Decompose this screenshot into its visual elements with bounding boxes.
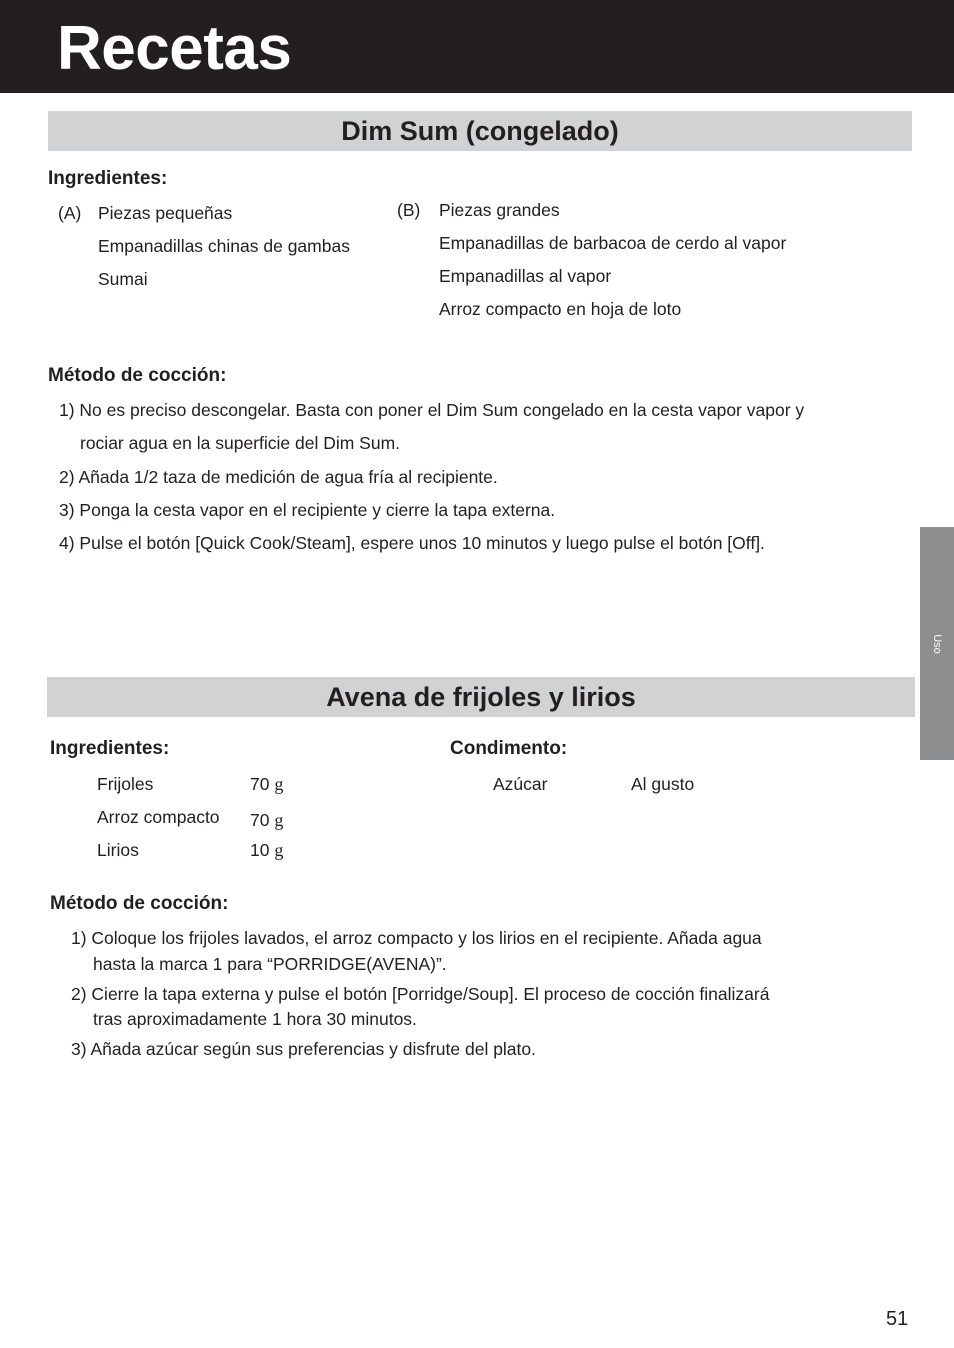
- side-tab: [920, 527, 954, 760]
- method-step: 3) Ponga la cesta vapor en el recipiente y cierre la tapa externa.: [59, 500, 556, 520]
- group-a-marker: (A): [58, 203, 82, 223]
- condiment-amount: Al gusto: [631, 774, 695, 794]
- group-b-item: Piezas grandes: [439, 200, 560, 220]
- method-step: 1) No es preciso descongelar. Basta con poner el Dim Sum congelado en la cesta vapor vapor y: [59, 400, 805, 420]
- method-step-continuation: tras aproximadamente 1 hora 30 minutos.: [93, 1009, 417, 1029]
- method-step: 4) Pulse el botón [Quick Cook/Steam], espere unos 10 minutos y luego pulse el botón [Off].: [59, 533, 765, 553]
- section-title-avena: Avena de frijoles y lirios: [47, 677, 915, 717]
- ingredient-amount: 10 g: [250, 840, 284, 860]
- method-step: 1) Coloque los frijoles lavados, el arroz compacto y los lirios en el recipiente. Añada agua: [71, 928, 762, 948]
- ingredient-name: Lirios: [97, 840, 139, 860]
- group-b-item: Arroz compacto en hoja de loto: [439, 299, 682, 319]
- method-step-continuation: hasta la marca 1 para “PORRIDGE(AVENA)”.: [93, 954, 447, 974]
- condiment-label: Condimento:: [450, 738, 568, 759]
- ingredient-name: Frijoles: [97, 774, 154, 794]
- dim-sum-method-label: Método de cocción:: [48, 365, 227, 386]
- section-title-dim-sum: Dim Sum (congelado): [48, 111, 912, 151]
- group-b-marker: (B): [397, 200, 421, 220]
- method-step: 3) Añada azúcar según sus preferencias y disfrute del plato.: [71, 1039, 536, 1059]
- page-number: 51: [886, 1308, 909, 1330]
- group-a-item: Piezas pequeñas: [98, 203, 233, 223]
- group-a-item: Sumai: [98, 269, 148, 289]
- ingredient-name: Arroz compacto: [97, 807, 220, 827]
- group-b-item: Empanadillas al vapor: [439, 266, 612, 286]
- method-step-continuation: rociar agua en la superficie del Dim Sum.: [80, 433, 401, 453]
- side-tab-label: Uso: [931, 633, 943, 654]
- method-step: 2) Cierre la tapa externa y pulse el botón [Porridge/Soup]. El proceso de cocción finalizará: [71, 984, 770, 1004]
- dim-sum-ingredients-label: Ingredientes:: [48, 168, 168, 189]
- ingredient-amount: 70 g: [250, 810, 284, 830]
- group-a-item: Empanadillas chinas de gambas: [98, 236, 350, 256]
- ingredient-amount: 70 g: [250, 774, 284, 794]
- avena-ingredients-label: Ingredientes:: [50, 738, 170, 759]
- condiment-name: Azúcar: [493, 774, 548, 794]
- page-title: Recetas: [57, 14, 292, 83]
- avena-method-label: Método de cocción:: [50, 893, 229, 914]
- group-b-item: Empanadillas de barbacoa de cerdo al vapor: [439, 233, 787, 253]
- method-step: 2) Añada 1/2 taza de medición de agua fría al recipiente.: [59, 467, 498, 487]
